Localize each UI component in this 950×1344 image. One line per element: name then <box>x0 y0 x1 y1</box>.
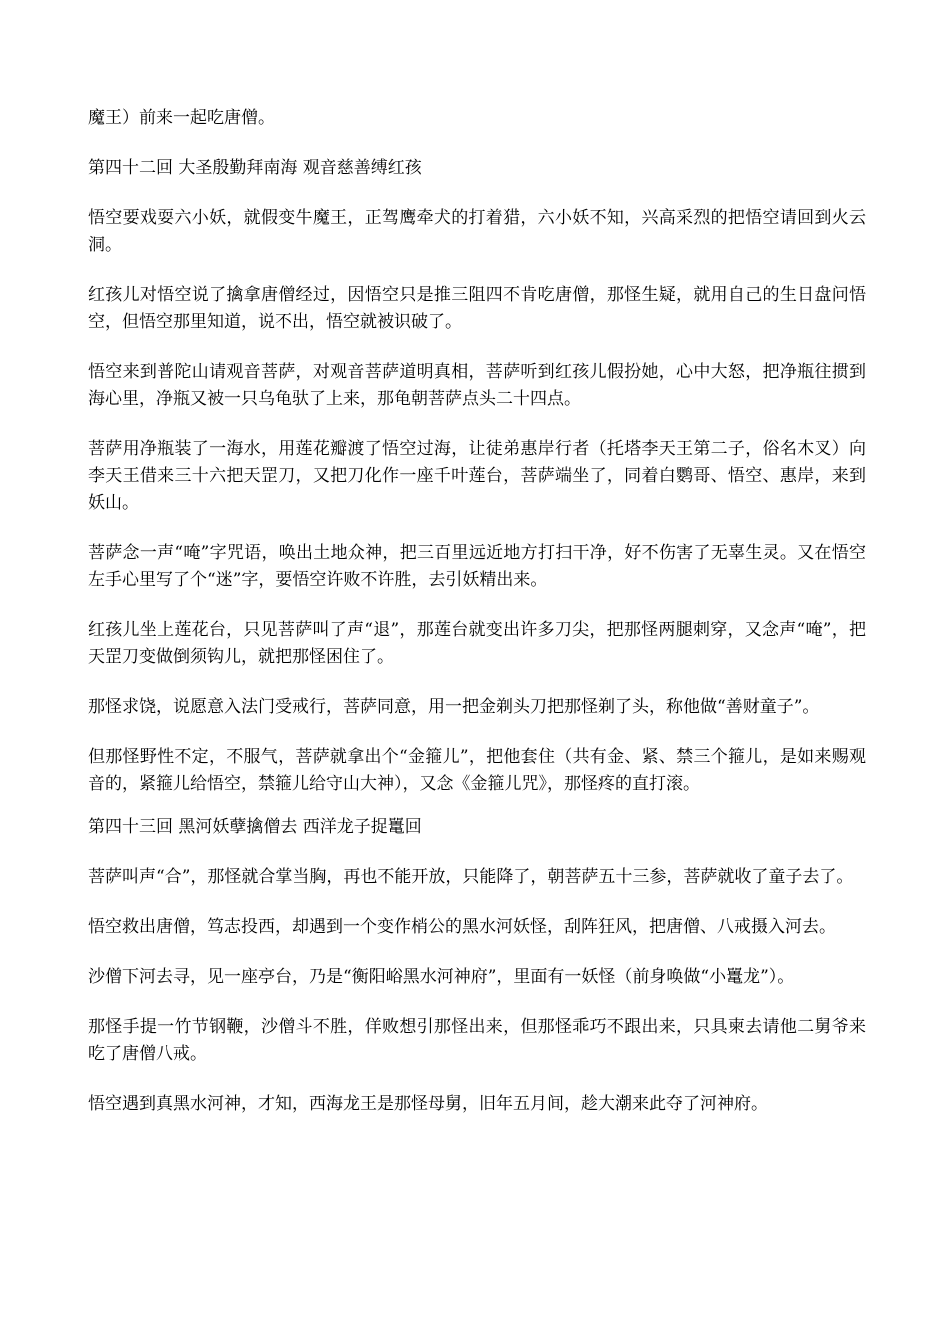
paragraph: 红孩儿坐上莲花台，只见菩萨叫了声“退”，那莲台就变出许多刀尖，把那怪两腿刺穿，又念声“唵”，把天罡刀变做倒须钩儿，就把那怪困住了。 <box>88 620 866 667</box>
paragraph: 那怪求饶，说愿意入法门受戒行，菩萨同意，用一把金剃头刀把那怪剃了头，称他做“善财童子”。 <box>88 697 820 717</box>
paragraph: 但那怪野性不定，不服气，菩萨就拿出个“金箍儿”，把他套住（共有金、紧、禁三个箍儿，是如来赐观音的，紧箍儿给悟空，禁箍儿给守山大神），又念《金箍儿咒》，那怪疼的直打滚。 <box>88 747 866 794</box>
document-page <box>88 105 866 1141</box>
paragraph: 魔王）前来一起吃唐僧。 <box>88 108 275 128</box>
chapter-heading: 第四十二回 大圣殷勤拜南海 观音慈善缚红孩 <box>88 158 422 178</box>
paragraph: 悟空来到普陀山请观音菩萨，对观音菩萨道明真相，菩萨听到红孩儿假扮她，心中大怒，把净瓶往掼到海心里，净瓶又被一只乌龟驮了上来，那龟朝菩萨点头二十四点。 <box>88 362 866 409</box>
paragraph: 那怪手提一竹节钢鞭，沙僧斗不胜，佯败想引那怪出来，但那怪乖巧不跟出来，只具柬去请他二舅爷来吃了唐僧八戒。 <box>88 1017 866 1064</box>
paragraph: 悟空救出唐僧，笃志投西，却遇到一个变作梢公的黑水河妖怪，刮阵狂风，把唐僧、八戒摄入河去。 <box>88 917 836 937</box>
paragraph: 菩萨用净瓶装了一海水，用莲花瓣渡了悟空过海，让徒弟惠岸行者（托塔李天王第二子，俗名木叉）向李天王借来三十六把天罡刀，又把刀化作一座千叶莲台，菩萨端坐了，同着白鹦哥、悟空、惠岸，来到妖山。 <box>88 439 866 513</box>
paragraph: 菩萨念一声“唵”字咒语，唤出土地众神，把三百里远近地方打扫干净，好不伤害了无辜生灵。又在悟空左手心里写了个“迷”字，要悟空许败不许胜，去引妖精出来。 <box>88 543 866 590</box>
paragraph: 红孩儿对悟空说了擒拿唐僧经过，因悟空只是推三阻四不肯吃唐僧，那怪生疑，就用自己的生日盘问悟空，但悟空那里知道，说不出，悟空就被识破了。 <box>88 285 866 332</box>
paragraph: 菩萨叫声“合”，那怪就合掌当胸，再也不能开放，只能降了，朝菩萨五十三参，菩萨就收了童子去了。 <box>88 867 854 887</box>
chapter-heading: 第四十三回 黑河妖孽擒僧去 西洋龙子捉鼍回 <box>88 817 422 837</box>
paragraph: 悟空要戏耍六小妖，就假变牛魔王，正驾鹰牵犬的打着猎，六小妖不知，兴高采烈的把悟空请回到火云洞。 <box>88 208 866 255</box>
paragraph: 沙僧下河去寻，见一座亭台，乃是“衡阳峪黑水河神府”，里面有一妖怪（前身唤做“小鼍龙”）。 <box>88 967 795 987</box>
paragraph: 悟空遇到真黑水河神，才知，西海龙王是那怪母舅，旧年五月间，趁大潮来此夺了河神府。 <box>88 1094 768 1114</box>
